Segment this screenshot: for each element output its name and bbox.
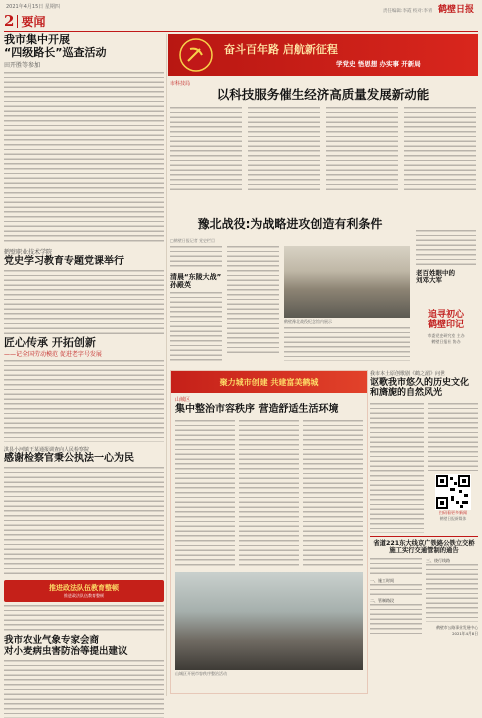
rail-title: 省道221东大线京广铁路公铁立交桥 施工实行交通管制的通告 [373,540,475,555]
qr-caption: 鹤壁日报新媒体 [439,515,467,521]
yubei-col2 [227,246,279,356]
yubei-col3 [284,327,410,361]
article-title-weather: 我市农业气象专家会商 对小麦病虫害防治等提出建议 [4,634,128,657]
article-title-prosecutor: 感谢检察官秉公执法一心为民 [4,453,134,465]
header-bar [0,0,482,15]
left-column [4,34,164,696]
yubei-title: 豫北战役:为战略进攻创造有利条件 [197,217,383,231]
city-kicker: 山城区 [175,397,191,403]
section-divider [17,15,18,28]
city-banner-text: 聚力城市创建 共建富美鹤城 [219,377,319,387]
article-body-weather [4,660,164,718]
science-kicker: 市科技局 [170,81,191,87]
science-article [170,80,476,196]
opera-kicker: 我市本土原创歌剧《鹤之湄》问世 [370,371,446,377]
rail-item1: 一、施工时间 [370,578,394,584]
yubei-side-col [170,246,222,362]
city-body-col2 [239,420,299,568]
yubei-side-text [170,292,222,362]
city-photo [175,572,363,670]
column-divider [166,34,167,696]
opera-title: 讴歌我市悠久的历史文化 和旖旎的自然风光 [370,378,470,399]
opera-body-col2 [428,403,478,471]
article-body-law [4,605,164,633]
qr-label: 扫码看更多新闻 [439,509,467,515]
yubei-side-title: 老百姓眼中的 刘邓大军 [416,269,455,285]
city-body-col1 [175,420,235,568]
science-body-col3 [326,107,398,193]
memorial-photo-caption: 鹤壁豫北战役纪念馆内展示 [284,318,332,324]
rail-intro [370,558,422,576]
article-title-craftsman: 匠心传承 开拓创新 [4,335,96,349]
article-body-road-chief [4,72,164,244]
science-body [170,107,476,193]
article-kicker-college: 鹤壁职业技术学院 [4,249,53,257]
article-kicker-prosecutor: 淇县小河镇王某通报调查向人民检察院 [4,447,90,454]
header-date: 2021年4月15日 星期四 [6,4,60,10]
law-enforcement-banner [4,580,164,602]
yubei-photo-col [284,246,410,362]
header-rule [4,31,478,32]
rail-notice [370,536,478,695]
law-banner-title: 推进政法队伍教育整顿 [49,583,119,592]
opera-article [370,370,478,530]
article-title-college: 党史学习教育专题党课举行 [4,256,124,268]
city-block [170,370,368,694]
rail-body-col2 [426,558,478,637]
yubei-sub-label: □鹤壁日报记者 党史栏目 [170,237,216,243]
city-photo-caption: 山城区开展市容秩序整治活动 [175,670,227,676]
yubei-right-text [416,230,476,266]
city-body-col3 [303,420,363,568]
party-history-banner [168,34,478,76]
rail-body [370,558,478,637]
article-body-prosecutor [4,467,164,577]
header-editors: 责任编辑:李霞 校对:李青 [382,9,433,14]
article-sub-road-chief: 田开胜等参加 [4,62,41,70]
yubei-intro [170,246,222,270]
column-badge-sub: 市委党史研究室 主办 鹤壁日报社 协办 [427,332,465,344]
banner-slogan: 学党史 悟思想 办实事 开新局 [336,60,421,68]
rail-item3: 三、绕行线路 [426,558,450,564]
column-badge [416,310,476,364]
party-emblem-icon [178,37,214,73]
header-right [383,2,474,15]
science-body-col2 [248,107,320,193]
memorial-photo [284,246,410,318]
law-banner-sub: 推进政法队伍教育整顿 [64,592,104,598]
rail-body-col1 [370,558,422,637]
section-number: 2 [4,12,15,30]
rail-item1-body [370,584,422,596]
article-title-road-chief: 我市集中开展 “四级路长”巡查活动 [4,33,107,59]
yubei-box-title: 清晨“东陵大战” 孙殿英 [170,272,222,289]
rail-item2: 二、管制路段 [370,598,394,604]
yubei-article [170,218,410,364]
yubei-right-col [416,230,476,304]
city-body [175,420,363,568]
opera-body [370,403,478,533]
rail-footer: 鹤壁市公路事业发展中心 2021年4月8日 [436,625,478,637]
science-body-col4 [404,107,476,193]
yubei-body [170,246,410,362]
rail-item3-body [426,564,478,622]
section-label [4,12,45,30]
qr-code-icon[interactable] [435,474,471,510]
city-title: 集中整治市容秩序 营造舒适生活环境 [175,404,339,415]
city-banner [171,371,367,393]
opera-body-col1 [370,403,424,533]
opera-qr-col [428,403,478,533]
article-body-college [4,270,164,334]
section-name: 要闻 [21,14,46,29]
column-badge-title: 追寻初心 鹤壁印记 [427,310,464,331]
article-body-craftsman [4,360,164,442]
science-body-col1 [170,107,242,193]
article-sub-craftsman: ——记全国劳动模范 促进老字号发展 [4,351,102,359]
science-title: 以科技服务催生经济高质量发展新动能 [216,87,430,102]
banner-main-text: 奋斗百年路 启航新征程 [224,43,338,56]
masthead-logo: 鹤壁日报 [437,5,474,15]
rail-item2-body [370,604,422,634]
